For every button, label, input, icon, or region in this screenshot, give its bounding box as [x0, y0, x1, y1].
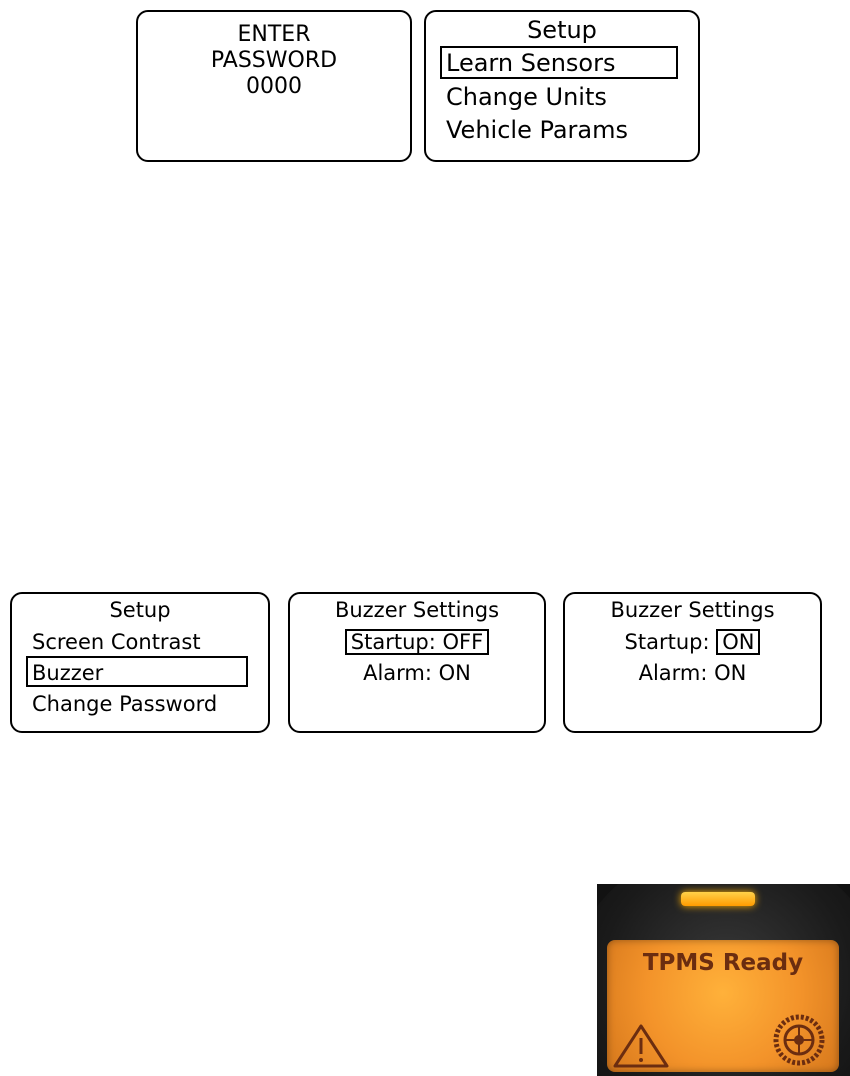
setup-menu-screen [424, 10, 700, 162]
startup-value-2[interactable]: ON [716, 629, 760, 655]
menu-item-change-units[interactable]: Change Units [446, 83, 607, 111]
password-line-2: PASSWORD [210, 48, 338, 73]
buzzer-settings-title: Buzzer Settings [334, 598, 500, 622]
alarm-label-2: Alarm: [638, 661, 708, 685]
alarm-row-2 [565, 660, 820, 686]
password-line-1: ENTER [237, 22, 311, 47]
menu-item-vehicle-params[interactable]: Vehicle Params [446, 116, 629, 144]
alarm-label: Alarm: [363, 661, 432, 685]
buzzer-settings-on-screen [563, 592, 822, 733]
device-lcd-screen [607, 940, 839, 1072]
alarm-row [290, 660, 544, 686]
setup-title-2: Setup [109, 598, 171, 622]
startup-row [290, 629, 544, 655]
startup-value: OFF [442, 630, 484, 654]
menu-item-screen-contrast[interactable]: Screen Contrast [32, 630, 201, 654]
setup-title: Setup [527, 16, 597, 44]
tpms-device-photo [597, 884, 850, 1076]
status-led [681, 892, 755, 906]
menu-item-buzzer[interactable]: Buzzer [32, 661, 104, 685]
startup-row-2 [565, 629, 820, 655]
password-value[interactable]: 0000 [246, 74, 302, 99]
lcd-status-text: TPMS Ready [642, 950, 804, 976]
tire-icon [773, 1014, 825, 1066]
password-screen [136, 10, 412, 162]
setup-menu-screen-2 [10, 592, 270, 733]
menu-item-learn-sensors[interactable]: Learn Sensors [446, 49, 616, 77]
buzzer-settings-off-screen [288, 592, 546, 733]
alarm-value-2[interactable]: ON [714, 661, 747, 685]
startup-label: Startup: [350, 630, 436, 654]
buzzer-settings-title-2: Buzzer Settings [610, 598, 775, 622]
startup-label-2: Startup: [624, 630, 710, 654]
warning-triangle-icon [611, 1022, 671, 1070]
menu-item-change-password[interactable]: Change Password [32, 692, 218, 716]
startup-selection[interactable] [345, 629, 489, 655]
alarm-value[interactable]: ON [438, 661, 471, 685]
